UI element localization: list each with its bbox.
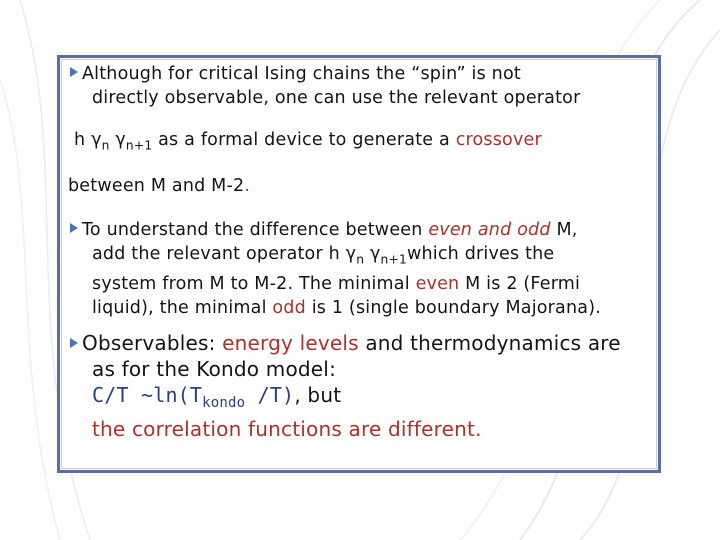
p4-odd: odd [272,297,306,318]
p1-line1: Although for critical Ising chains the “spin” is not [82,64,521,84]
p2-gamma-n1: $\gamma_{n+1}$ [115,130,153,153]
p4-even: even [415,273,460,294]
p5-line3: C/T $\sim\ln(T_{kondo}$ /T), but [92,383,342,411]
p5-line4: the correlation functions are different. [92,417,482,441]
p2-crossover: crossover [455,130,542,150]
p2-text: as a formal device to generate a [158,130,450,150]
p2-gamma-n: $\gamma_n$ [91,130,110,153]
bullet-icon [70,223,78,233]
paragraph-4: To understand the difference between even and odd M, add the relevant operator h $\gamma_n$ $\gamma_{n+1}which$ drives the system from M to M-2. The minimal even M is 2 (Fermi liquid), the minimal odd is 1 (single boundary Majorana). [66,218,601,320]
p3-period: . [244,176,251,196]
p5-energy-levels: energy levels [222,331,359,355]
p5-line2: as for the Kondo model: [92,357,337,381]
paragraph-5: Observables: energy levels and thermodynamics are as for the Kondo model: C/T $\sim\ln(T_{kondo}$ /T), but the correlation functions are different. [66,330,621,442]
p3-text: between M and M-2 [68,176,245,196]
p4-even-and-odd: even and odd [428,220,551,240]
bullet-icon [70,338,78,348]
p2-h: h [74,130,86,150]
bullet-icon [70,67,78,77]
paragraph-2 [74,128,542,158]
p4-line2: add the relevant operator h $\gamma_n$ $\gamma_{n+1}which$ drives the [92,244,555,267]
p4-line3: system from M to M-2. The minimal even M is 2 (Fermi [92,273,581,294]
p1-line2: directly observable, one can use the relevant operator [92,88,581,108]
paragraph-3 [68,174,250,198]
paragraph-1 [66,62,580,110]
p4-line4: liquid), the minimal odd is 1 (single boundary Majorana). [92,297,601,318]
p5-formula: C/T $\sim\ln(T_{kondo}$ /T) [92,383,295,411]
